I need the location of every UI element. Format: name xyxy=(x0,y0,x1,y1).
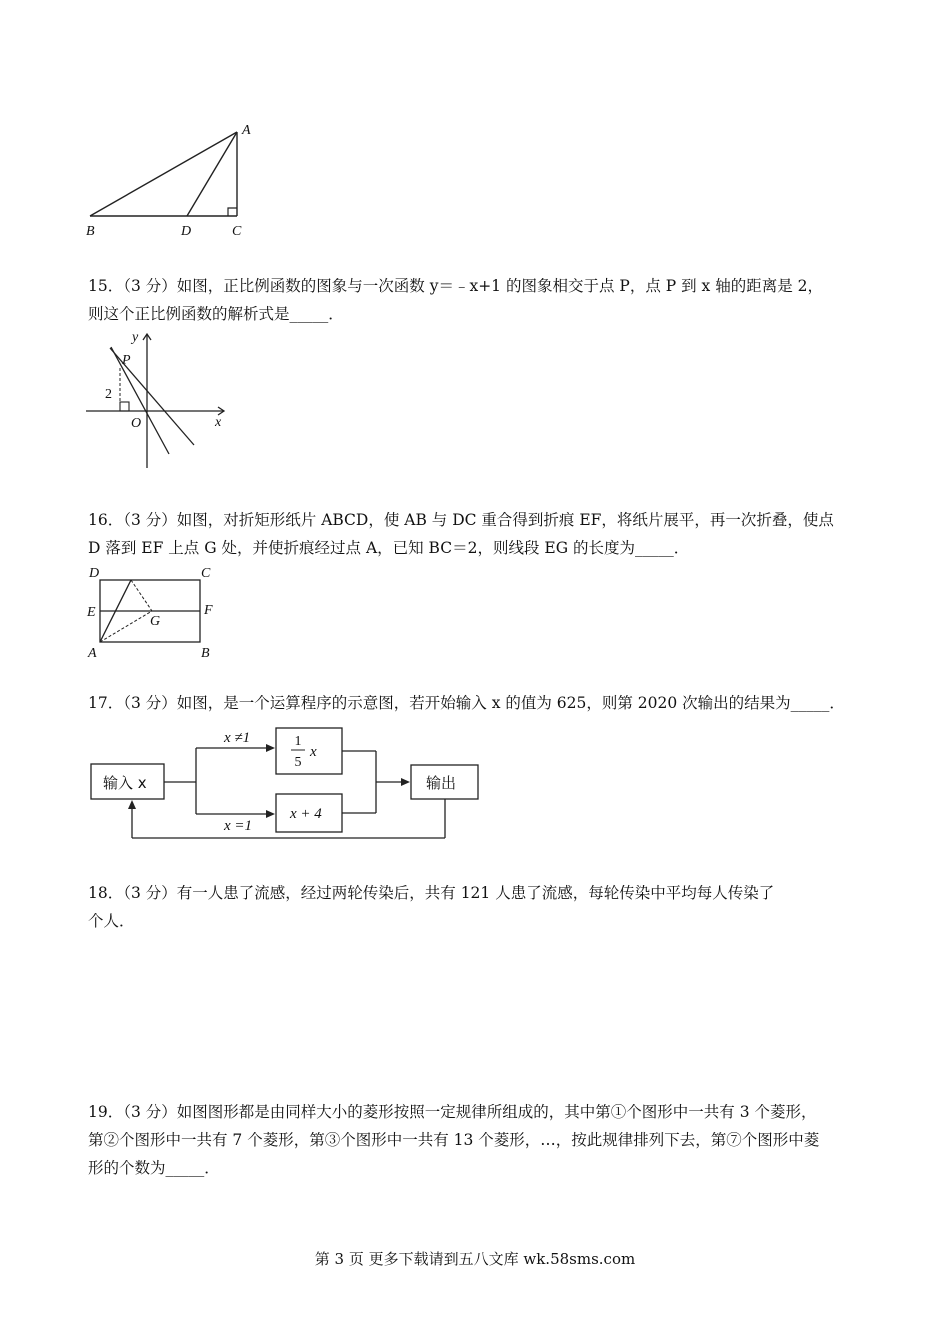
figure-coordinate-graph xyxy=(84,328,244,473)
op-top-numerator: 1 xyxy=(294,734,302,749)
arrow-bottom xyxy=(266,810,275,818)
question-17 xyxy=(88,689,878,717)
label-e: E xyxy=(87,605,96,620)
op-top-denominator: 5 xyxy=(294,755,302,770)
question-15-line2: 则这个正比例函数的解析式是_____． xyxy=(88,305,344,323)
output-label: 输出 xyxy=(426,774,457,792)
figure-triangle-abc xyxy=(80,118,270,243)
page-footer: 第 3 页 更多下载请到五八文库 wk.58sms.com xyxy=(314,1250,636,1268)
branch-top-label: x ≠1 xyxy=(224,730,251,746)
question-19 xyxy=(88,1098,878,1182)
op-box-top xyxy=(276,728,342,774)
label-g: G xyxy=(150,614,161,629)
label-o: O xyxy=(131,416,142,431)
question-16-line2: D 落到 EF 上点 G 处，并使折痕经过点 A，已知 BC＝2，则线段 EG 的长度为_____． xyxy=(88,539,690,557)
label-x: x xyxy=(215,415,222,430)
right-angle-mark xyxy=(228,208,237,216)
label-p: P xyxy=(122,353,131,368)
segment-ad xyxy=(187,132,237,216)
label-distance: 2 xyxy=(105,387,112,402)
figure-flowchart xyxy=(88,722,488,847)
question-19-line2: 第②个图形中一共有 7 个菱形，第③个图形中一共有 13 个菱形，…，按此规律排列下去，第⑦个图形中菱 xyxy=(88,1131,820,1149)
arrow-loop xyxy=(128,800,136,809)
question-18-line1: 18．（3 分）有一人患了流感，经过两轮传染后，共有 121 人患了流感，每轮传染中平均每人传染了 xyxy=(88,884,775,902)
label-a: A xyxy=(88,646,97,661)
label-d: D xyxy=(181,224,192,239)
input-label: 输入 x xyxy=(103,774,147,792)
label-a: A xyxy=(242,123,251,138)
question-16 xyxy=(88,506,878,562)
dashed-dg xyxy=(131,580,152,611)
label-c: C xyxy=(232,224,242,239)
question-18 xyxy=(88,879,878,935)
question-18-line2: 个人． xyxy=(88,912,135,930)
label-f: F xyxy=(204,603,213,618)
question-16-line1: 16．（3 分）如图，对折矩形纸片 ABCD，使 AB 与 DC 重合得到折痕 EF，将纸片展平，再一次折叠，使点 xyxy=(88,511,834,529)
segment-ab xyxy=(90,132,237,216)
label-b: B xyxy=(86,224,95,239)
label-d: D xyxy=(89,566,100,581)
question-17-line1: 17．（3 分）如图，是一个运算程序的示意图，若开始输入 x 的值为 625，则第 2020 次输出的结果为_____． xyxy=(88,694,845,712)
question-15-line1: 15．（3 分）如图，正比例函数的图象与一次函数 y＝﹣x+1 的图象相交于点 P，点 P 到 x 轴的距离是 2， xyxy=(88,277,823,295)
arrow-output xyxy=(401,778,410,786)
label-y: y xyxy=(132,330,139,345)
op-bottom-label: x + 4 xyxy=(290,806,322,822)
label-b: B xyxy=(201,646,210,661)
question-19-line3: 形的个数为_____． xyxy=(88,1159,220,1177)
label-c: C xyxy=(201,566,211,581)
question-15 xyxy=(88,272,878,328)
arrow-top xyxy=(266,744,275,752)
op-top-variable: x xyxy=(310,744,317,760)
figure-rectangle-fold xyxy=(84,562,224,662)
right-angle-mark xyxy=(120,402,129,411)
branch-bottom-label: x =1 xyxy=(224,818,253,834)
question-19-line1: 19．（3 分）如图图形都是由同样大小的菱形按照一定规律所组成的，其中第①个图形中一共有 3 个菱形， xyxy=(88,1103,817,1121)
